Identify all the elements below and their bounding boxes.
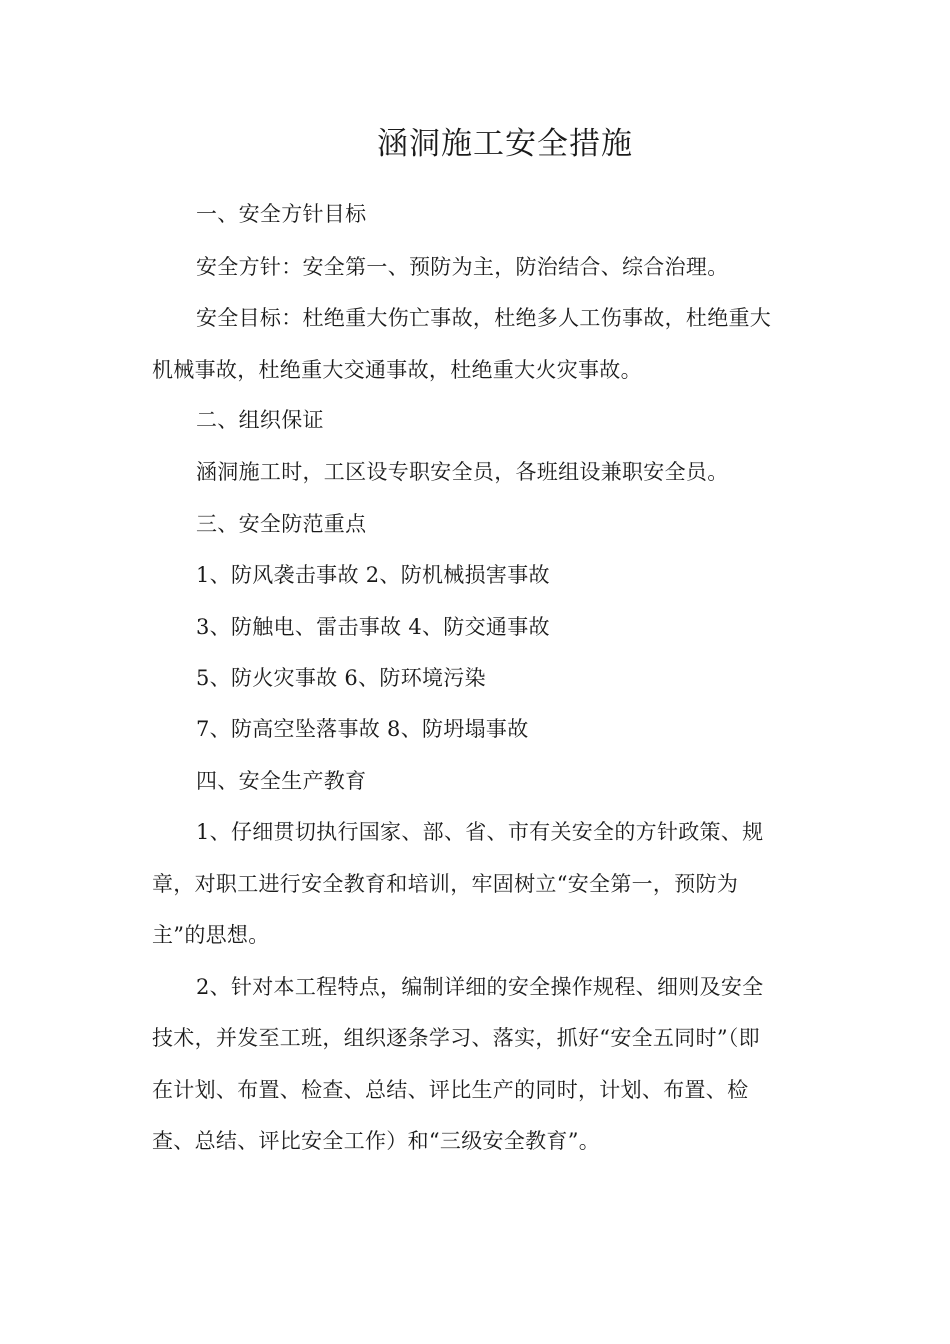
document-title: 涵洞施工安全措施 [377,126,633,162]
section-heading-policy-goals: 一、安全方针目标 [196,202,367,226]
section-heading-prevention-focus: 三、安全防范重点 [196,512,367,536]
prevention-item-row: 1、防风袭击事故 2、防机械损害事故 [196,563,550,587]
safety-policy-text: 安全方针：安全第一、预防为主，防治结合、综合治理。 [196,255,729,279]
section-heading-safety-education: 四、安全生产教育 [196,769,367,793]
education-paragraph1-line1: 1、仔细贯切执行国家、部、省、市有关安全的方针政策、规 [196,820,764,844]
prevention-item-row: 3、防触电、雷击事故 4、防交通事故 [196,615,550,639]
prevention-item-row: 5、防火灾事故 6、防环境污染 [196,666,486,690]
education-paragraph2-line3: 在计划、布置、检查、总结、评比生产的同时，计划、布置、检 [152,1078,749,1102]
education-paragraph1-line2: 章，对职工进行安全教育和培训，牢固树立“安全第一，预防为 [152,872,739,896]
education-paragraph2-line4: 查、总结、评比安全工作）和“三级安全教育”。 [152,1129,601,1153]
education-paragraph2-line1: 2、针对本工程特点，编制详细的安全操作规程、细则及安全 [196,975,764,999]
section-heading-organization: 二、组织保证 [196,408,324,432]
education-paragraph1-line3: 主”的思想。 [152,923,270,947]
organization-text: 涵洞施工时，工区设专职安全员，各班组设兼职安全员。 [196,460,729,484]
safety-goal-text-line1: 安全目标：杜绝重大伤亡事故，杜绝多人工伤事故，杜绝重大 [196,306,772,330]
prevention-item-row: 7、防高空坠落事故 8、防坍塌事故 [196,717,529,741]
education-paragraph2-line2: 技术，并发至工班，组织逐条学习、落实，抓好“安全五同时”（即 [152,1026,760,1050]
safety-goal-text-line2: 机械事故，杜绝重大交通事故，杜绝重大火灾事故。 [152,358,642,382]
